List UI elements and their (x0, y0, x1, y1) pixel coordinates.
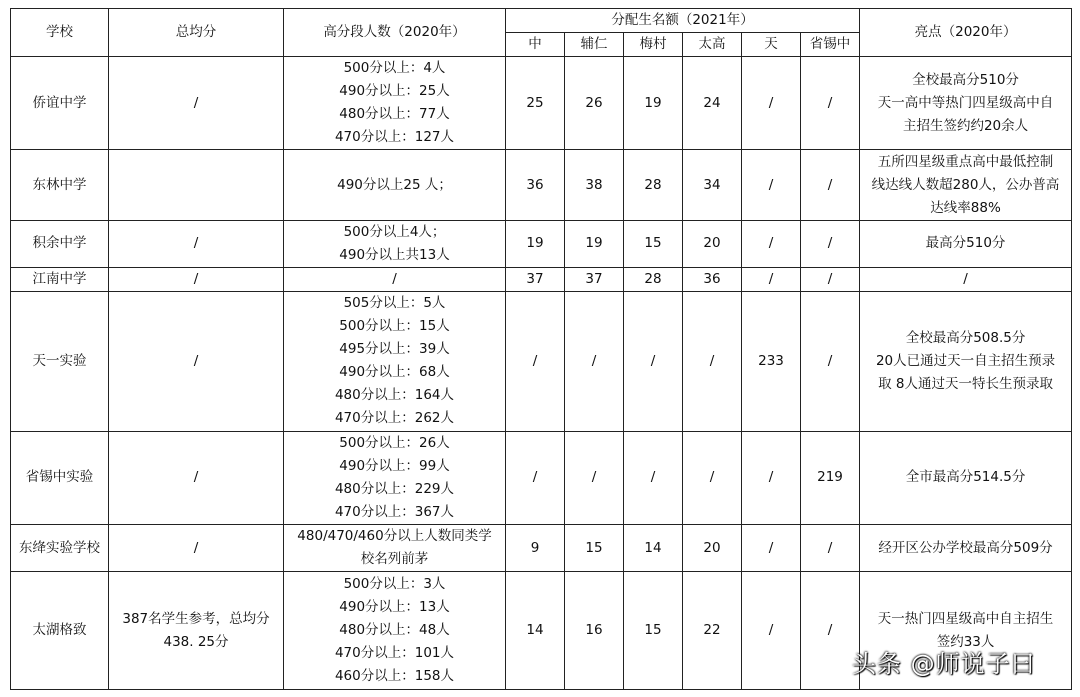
high-score-count-cell (284, 220, 506, 267)
quota-cell: 36 (506, 150, 565, 220)
quota-cell: 19 (506, 220, 565, 267)
table-row (11, 220, 1072, 267)
table-row (11, 57, 1072, 150)
quota-cell: 15 (624, 572, 683, 690)
cell-line: 438. 25分 (163, 633, 229, 650)
quota-cell: / (683, 431, 742, 524)
cell-line: 495分以上：39人 (339, 341, 450, 358)
average-score-cell: / (109, 220, 284, 267)
quota-cell: 15 (565, 525, 624, 572)
highlight-cell (860, 220, 1072, 267)
cell-line: 480分以上：229人 (334, 480, 455, 497)
high-score-count-cell (284, 267, 506, 291)
cell-line: 达线率88% (930, 199, 1001, 216)
header-high-score-count: 高分段人数（2020年） (284, 9, 506, 57)
quota-cell: 28 (624, 267, 683, 291)
quota-cell: 9 (506, 525, 565, 572)
cell-line: 最高分510分 (925, 235, 1006, 252)
header-average-score: 总均分 (109, 9, 284, 57)
quota-cell: 28 (624, 150, 683, 220)
cell-line: 天一高中等热门四星级高中自 (877, 94, 1054, 111)
average-score-cell (109, 572, 284, 690)
highlight-cell (860, 525, 1072, 572)
cell-line: / (963, 271, 968, 288)
quota-cell: 26 (565, 57, 624, 150)
table-row (11, 431, 1072, 524)
quota-cell: 38 (565, 150, 624, 220)
quota-cell: 16 (565, 572, 624, 690)
cell-line: 500分以上：26人 (339, 434, 450, 451)
quota-cell: 20 (683, 220, 742, 267)
quota-cell: / (565, 292, 624, 432)
highlight-cell (860, 57, 1072, 150)
highlight-cell (860, 267, 1072, 291)
school-cell: 江南中学 (11, 267, 109, 291)
cell-line: 490分以上：99人 (339, 457, 450, 474)
high-score-count-cell (284, 150, 506, 220)
highlight-cell (860, 292, 1072, 432)
header-school: 学校 (11, 9, 109, 57)
quota-cell: / (742, 431, 801, 524)
cell-line: 500分以上：15人 (339, 318, 450, 335)
quota-cell: 19 (624, 57, 683, 150)
highlight-cell (860, 431, 1072, 524)
quota-cell: / (742, 525, 801, 572)
high-score-count-cell (284, 292, 506, 432)
cell-line: 387名学生参考，总均分 (122, 610, 270, 627)
quota-cell: 14 (506, 572, 565, 690)
cell-line: 505分以上：5人 (343, 295, 446, 312)
quota-cell: 19 (565, 220, 624, 267)
quota-cell: / (506, 431, 565, 524)
cell-line: 490分以上共13人 (339, 246, 450, 263)
quota-cell: 20 (683, 525, 742, 572)
table-row (11, 292, 1072, 432)
quota-cell: 219 (801, 431, 860, 524)
quota-cell: / (506, 292, 565, 432)
high-score-count-cell (284, 431, 506, 524)
quota-cell: 22 (683, 572, 742, 690)
quota-cell: / (565, 431, 624, 524)
school-cell: 天一实验 (11, 292, 109, 432)
cell-line: 480分以上：48人 (339, 622, 450, 639)
cell-line: 470分以上：127人 (334, 129, 455, 146)
quota-cell: 34 (683, 150, 742, 220)
cell-line: 480分以上：164人 (334, 387, 455, 404)
cell-line: 20人已通过天一自主招生预录 (875, 352, 1056, 369)
school-cell: 省锡中实验 (11, 431, 109, 524)
cell-line: 500分以上4人； (343, 223, 446, 240)
average-score-cell (109, 150, 284, 220)
school-cell: 太湖格致 (11, 572, 109, 690)
cell-line: / (392, 271, 397, 288)
header-quota-col: 中 (506, 33, 565, 57)
cell-line: 500分以上：4人 (343, 60, 446, 77)
cell-line: 490分以上：25人 (339, 83, 450, 100)
header-quota: 分配生名额（2021年） (506, 9, 860, 33)
highlight-cell (860, 150, 1072, 220)
header-quota-col: 梅村 (624, 33, 683, 57)
cell-line: 480分以上：77人 (339, 106, 450, 123)
quota-cell: 25 (506, 57, 565, 150)
quota-cell: 36 (683, 267, 742, 291)
cell-line: 主招生签约约20余人 (902, 117, 1029, 134)
average-score-cell: / (109, 57, 284, 150)
cell-line: 五所四星级重点高中最低控制 (877, 153, 1054, 170)
cell-line: 470分以上：262人 (334, 410, 455, 427)
header-quota-col: 省锡中 (801, 33, 860, 57)
quota-cell: / (683, 292, 742, 432)
cell-line: 取 8人通过天一特长生预录取 (878, 375, 1053, 392)
watermark: 头条 @师说子曰 (852, 650, 1036, 678)
cell-line: 470分以上：367人 (334, 503, 455, 520)
high-score-count-cell (284, 572, 506, 690)
cell-line: 全市最高分514.5分 (905, 469, 1026, 486)
quota-cell: / (624, 431, 683, 524)
cell-line: 480/470/460分以上人数同类学 (297, 528, 492, 545)
quota-cell: / (624, 292, 683, 432)
quota-cell: / (801, 292, 860, 432)
cell-line: 线达线人数超280人，公办普高 (871, 176, 1060, 193)
average-score-cell: / (109, 267, 284, 291)
header-quota-col: 天 (742, 33, 801, 57)
high-score-count-cell (284, 57, 506, 150)
school-cell: 东林中学 (11, 150, 109, 220)
average-score-cell: / (109, 292, 284, 432)
cell-line: 490分以上：68人 (339, 364, 450, 381)
quota-cell: / (801, 525, 860, 572)
quota-cell: / (742, 572, 801, 690)
cell-line: 经开区公办学校最高分509分 (878, 539, 1053, 556)
cell-line: 490分以上25 人； (337, 176, 452, 193)
table-row (11, 267, 1072, 291)
quota-cell: 37 (506, 267, 565, 291)
quota-cell: / (742, 220, 801, 267)
cell-line: 460分以上：158人 (334, 668, 455, 685)
quota-cell: / (801, 572, 860, 690)
cell-line: 全校最高分508.5分 (905, 329, 1026, 346)
cell-line: 天一热门四星级高中自主招生 (877, 610, 1054, 627)
average-score-cell: / (109, 431, 284, 524)
quota-cell: / (801, 57, 860, 150)
quota-cell: 14 (624, 525, 683, 572)
header-quota-col: 辅仁 (565, 33, 624, 57)
table-row (11, 150, 1072, 220)
cell-line: 签约33人 (936, 633, 995, 650)
header-highlight: 亮点（2020年） (860, 9, 1072, 57)
average-score-cell: / (109, 525, 284, 572)
quota-cell: / (742, 57, 801, 150)
table-row (11, 525, 1072, 572)
school-data-table (10, 8, 1072, 690)
cell-line: 490分以上：13人 (339, 599, 450, 616)
quota-cell: 233 (742, 292, 801, 432)
high-score-count-cell (284, 525, 506, 572)
school-cell: 侨谊中学 (11, 57, 109, 150)
quota-cell: 37 (565, 267, 624, 291)
school-cell: 积余中学 (11, 220, 109, 267)
header-quota-col: 太高 (683, 33, 742, 57)
quota-cell: / (742, 267, 801, 291)
quota-cell: 24 (683, 57, 742, 150)
cell-line: 470分以上：101人 (334, 645, 455, 662)
quota-cell: / (801, 220, 860, 267)
cell-line: 500分以上：3人 (343, 576, 446, 593)
school-cell: 东绛实验学校 (11, 525, 109, 572)
cell-line: 校名列前茅 (360, 551, 429, 568)
cell-line: 全校最高分510分 (912, 71, 1019, 88)
quota-cell: 15 (624, 220, 683, 267)
quota-cell: / (742, 150, 801, 220)
quota-cell: / (801, 267, 860, 291)
quota-cell: / (801, 150, 860, 220)
